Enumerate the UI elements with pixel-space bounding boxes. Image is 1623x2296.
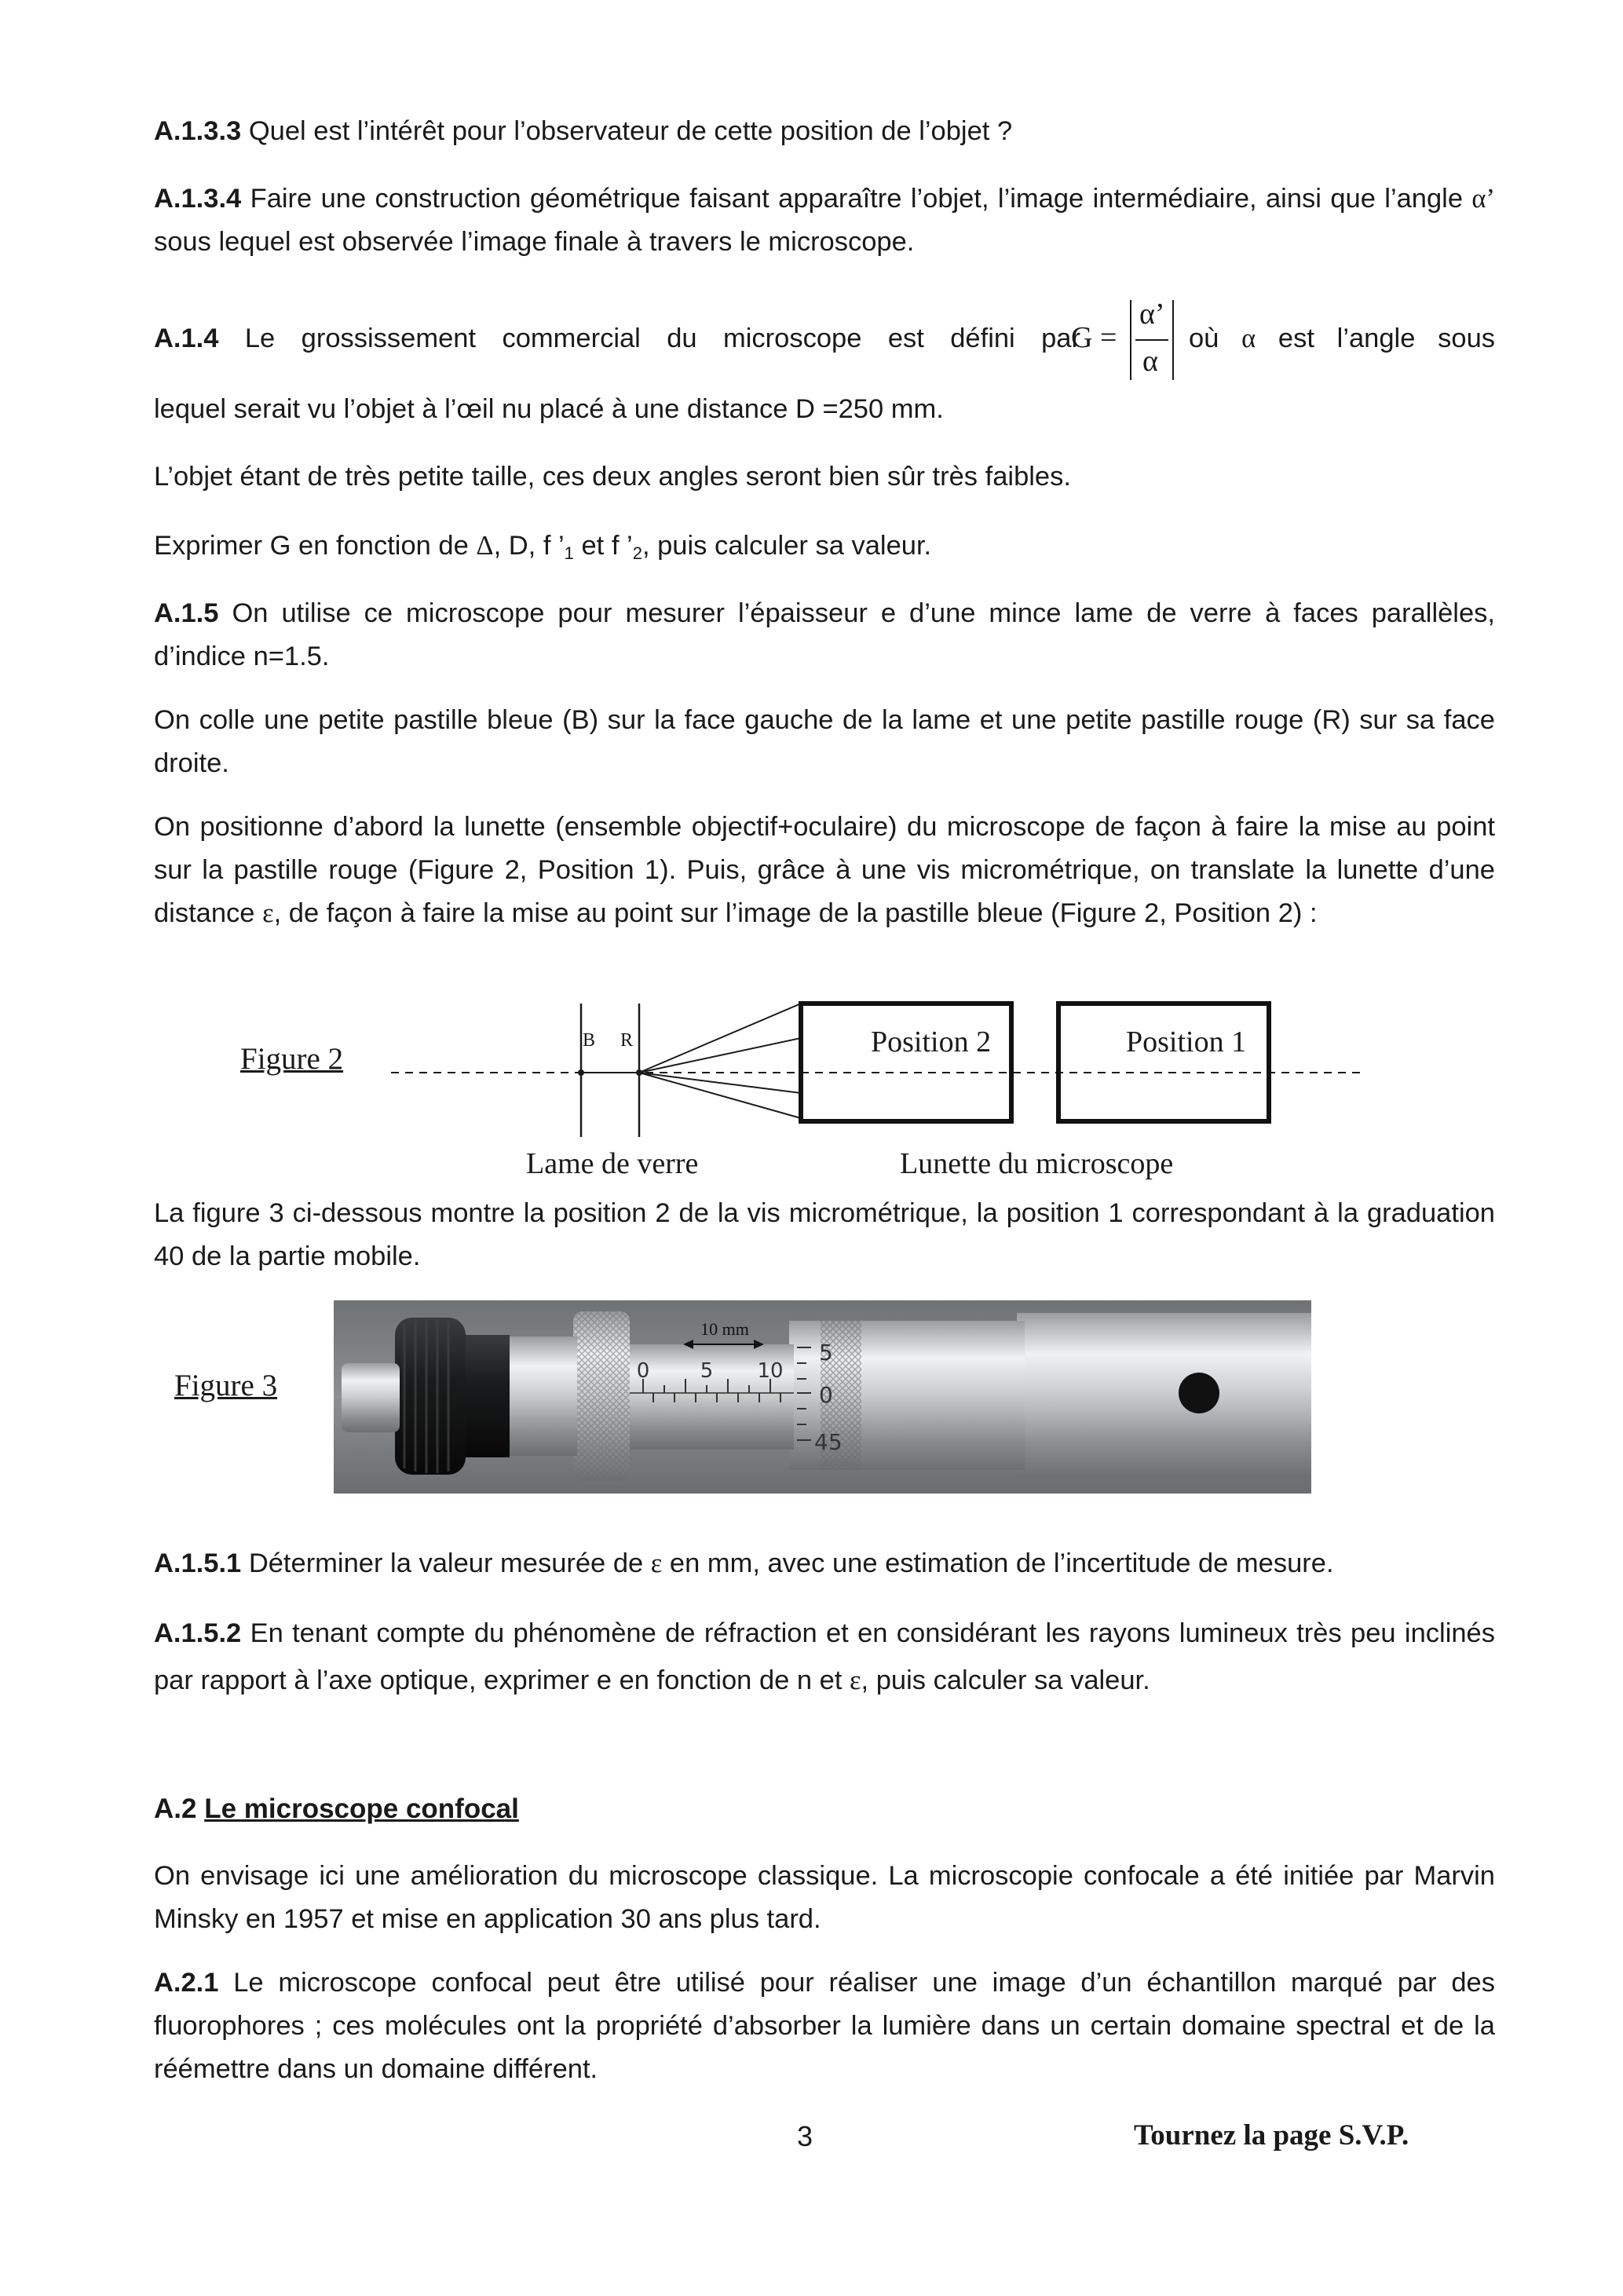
question-a21: A.2.1 Le microscope confocal peut être utilisé pour réaliser une image d’un échantillon marqué par des fluorophores ; ces molécules ont la propriété d’absorber la lumière dans un certain domaine spectral et de la réémettre dans un domaine différent. [154,1968,1495,2084]
question-a15: A.1.5 On utilise ce microscope pour mesurer l’épaisseur e d’une mince lame de verre à faces parallèles, d’indice n=1.5. [154,598,1495,671]
question-a14-line2: lequel serait vu l’objet à l’œil nu placé à une distance D =250 mm. [154,394,944,424]
figure2-label: Figure 2 [240,1042,344,1076]
paragraph-express-g: Exprimer G en fonction de Δ, D, f $’_1$ et f $’_2$, puis calculer sa valeur. [154,531,932,563]
pastille-r-label: R [620,1030,634,1051]
lame-label: Lame de verre [526,1147,699,1180]
section-a2-heading: A.2 Le microscope confocal [154,1793,519,1824]
paragraph-a2-intro: On envisage ici une amélioration du microscope classique. La microscopie confocale a été initiée par Marvin Minsky en 1957 et mise en application 30 ans plus tard. [154,1861,1495,1934]
ray-lower-inner [639,1073,801,1093]
thimble-tick-0: 0 [819,1382,833,1408]
pastille-b-label: B [583,1030,596,1051]
turn-page-note: Tournez la page S.V.P. [1134,2119,1409,2152]
figure3-label: Figure 3 [174,1369,278,1402]
page-number: 3 [797,2120,813,2152]
position1-box [1058,1004,1269,1121]
paragraph-positioning: On positionne d’abord la lunette (ensemble objectif+oculaire) du microscope de façon à faire la mise au point sur la pastille rouge (Figure 2, Position 1). Puis, grâce à une vis micrométrique, on translate la lunette d’une distance ε, de façon à faire la mise au point sur l’image de la pastille bleue (Figure 2, Position 2) : [154,812,1495,928]
thimble-tick-45: 45 [814,1429,843,1455]
g-equals: G = [1071,321,1117,354]
position2-box [801,1004,1011,1121]
paragraph-pastilles: On colle une petite pastille bleue (B) sur la face gauche de la lame et une petite pastille rouge (R) sur sa face droite. [154,705,1495,778]
ray-bottom [639,1073,801,1118]
question-a14-line1: A.1.4 Le grossissement commercial du microscope est défini par [154,324,1080,353]
collar [506,1336,577,1456]
figure2-diagram [385,997,1374,1201]
thimble-body [1017,1313,1311,1478]
thimble-tick-5: 5 [819,1340,833,1366]
question-a134: A.1.3.4 Faire une construction géométrique faisant apparaître l’objet, l’image intermédiaire, ainsi que l’angle α’ sous lequel est observée l’image finale à travers le microscope. [154,184,1495,257]
sleeve-tick-5: 5 [700,1359,714,1383]
thimble-screw [1179,1373,1219,1413]
paragraph-figure3-intro: La figure 3 ci-dessous montre la position 2 de la vis micrométrique, la position 1 correspondant à la graduation 40 de la partie mobile. [154,1198,1495,1271]
sleeve-tick-0: 0 [636,1359,650,1383]
fraction-denominator: α [1142,345,1158,378]
spindle-tip [342,1363,400,1432]
ray-top [639,1004,801,1073]
ray-upper-inner [639,1038,801,1073]
question-a151: A.1.5.1 Déterminer la valeur mesurée de ε en mm, avec une estimation de l’incertitude de mesure. [154,1548,1334,1578]
fraction-numerator: α’ [1139,298,1165,331]
sleeve-tick-10: 10 [757,1359,784,1383]
paragraph-small-angles: L’objet étant de très petite taille, ces deux angles seront bien sûr très faibles. [154,462,1071,492]
lunette-label: Lunette du microscope [900,1147,1174,1180]
micrometer-photo [334,1300,1311,1493]
position1-label: Position 1 [1126,1026,1247,1058]
question-a152: A.1.5.2 En tenant compte du phénomène de réfraction et en considérant les rayons lumineux très peu inclinés par rapport à l’axe optique, exprimer e en fonction de n et ε, puis calculer sa valeur. [154,1618,1495,1695]
black-sleeve [459,1335,510,1457]
scale-label: 10 mm [700,1319,749,1339]
position2-label: Position 2 [871,1026,992,1058]
question-a133: A.1.3.3 Quel est l’intérêt pour l’observateur de cette position de l’objet ? [154,116,1013,146]
question-a14-line1-end: où α est l’angle sous [1189,324,1496,353]
